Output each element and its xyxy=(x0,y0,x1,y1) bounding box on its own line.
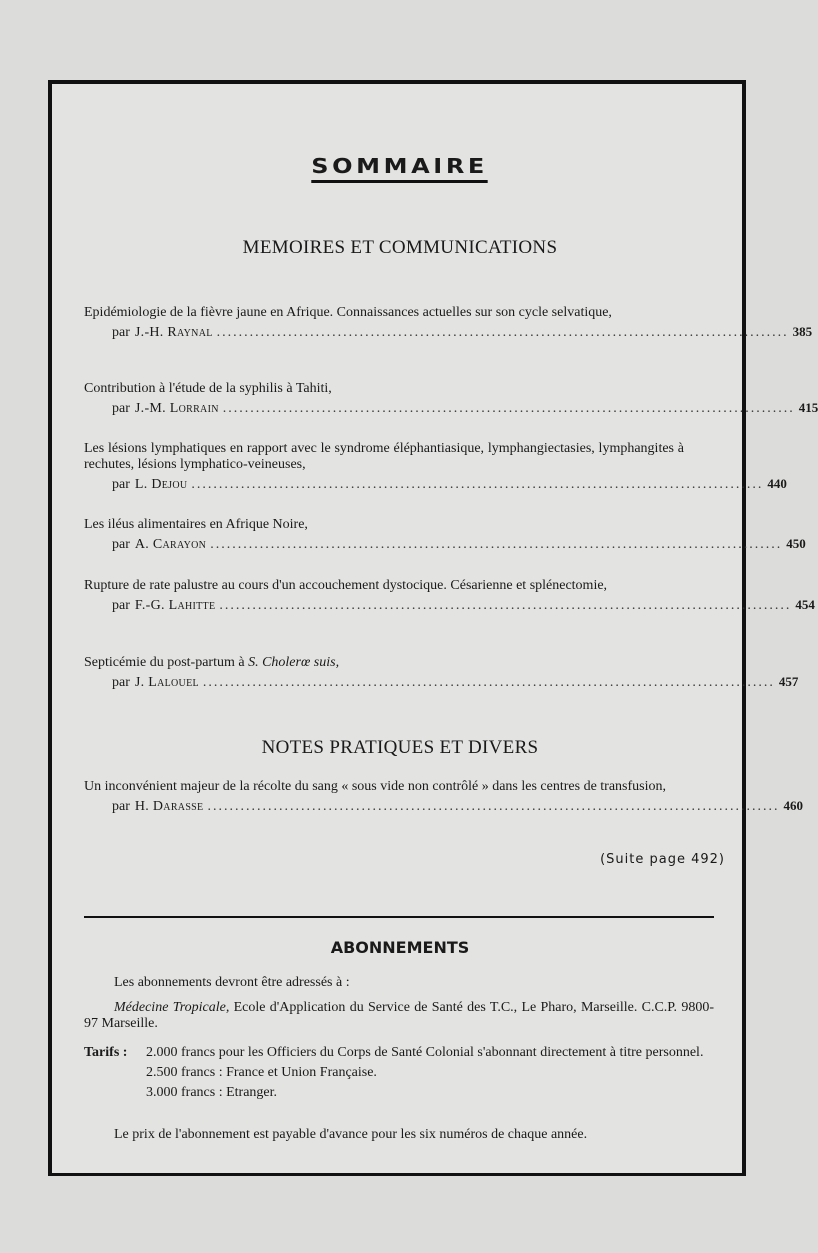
entry-page: 457 xyxy=(778,674,799,689)
entry-author: L. Dejou xyxy=(134,477,188,492)
toc-entry xyxy=(84,305,813,341)
tarifs-label: Tarifs : xyxy=(84,1045,128,1060)
toc-entry xyxy=(84,655,799,691)
entry-par: par xyxy=(112,675,130,690)
payment-note xyxy=(84,1127,714,1143)
divider xyxy=(84,916,714,918)
entry-page: 450 xyxy=(786,536,806,551)
payment-text: Le prix de l'abonnement est payable d'avance pour les six numéros de chaque année. xyxy=(114,1127,588,1142)
abonnements-intro xyxy=(84,975,714,991)
entry-page: 454 xyxy=(795,597,815,612)
section-memoires: MEMOIRES ET COMMUNICATIONS xyxy=(242,237,558,258)
entry-title-text: Septicémie du post-partum à xyxy=(84,655,249,670)
entry-author: H. Darasse xyxy=(134,799,204,814)
entry-par: par xyxy=(112,325,130,340)
suite-note: (Suite page 492) xyxy=(600,852,725,867)
section-notes: NOTES PRATIQUES ET DIVERS xyxy=(261,737,539,758)
dot-leader: ........................................................................................................ xyxy=(207,799,780,814)
entry-par: par xyxy=(112,401,130,416)
entry-title: Epidémiologie de la fièvre jaune en Afrique. Connaissances actuelles sur son cycle selvatique, xyxy=(84,305,612,320)
entry-par: par xyxy=(112,799,130,814)
entry-author: F.-G. Lahitte xyxy=(134,598,216,613)
entry-author: J. Lalouel xyxy=(134,675,199,690)
entry-title: Rupture de rate palustre au cours d'un accouchement dystocique. Césarienne et splénectomie, xyxy=(84,578,608,593)
journal-name: Médecine Tropicale, xyxy=(114,1000,230,1015)
toc-entry xyxy=(84,381,818,417)
toc-entry xyxy=(84,779,803,815)
entry-author: J.-M. Lorrain xyxy=(134,401,219,416)
tarifs-block xyxy=(84,1045,714,1101)
abonnements-address xyxy=(84,1000,714,1032)
toc-entry xyxy=(84,578,815,614)
tarif-item: 2.000 francs pour les Officiers du Corps de Santé Colonial s'abonnant directement à titre personnel. xyxy=(146,1045,704,1060)
entry-page: 415 xyxy=(798,400,818,415)
toc-entry xyxy=(84,441,787,493)
entry-title: Les lésions lymphatiques en rapport avec le syndrome éléphantiasique, lymphangiectasies, lymphangites à rechutes, lésions lymphatico-veineuses, xyxy=(84,441,684,472)
entry-par: par xyxy=(112,477,130,492)
entry-title: Contribution à l'étude de la syphilis à Tahiti, xyxy=(84,381,332,396)
entry-author: J.-H. Raynal xyxy=(134,325,213,340)
dot-leader: ........................................................................................................ xyxy=(210,537,783,552)
dot-leader: ........................................................................................................ xyxy=(191,477,764,492)
abonnements-intro-text: Les abonnements devront être adressés à : xyxy=(114,975,350,990)
entry-page: 460 xyxy=(783,798,803,813)
tarif-item: 2.500 francs : France et Union Française. xyxy=(146,1065,377,1080)
entry-page: 440 xyxy=(767,476,787,491)
address-text: Ecole d'Application du Service de Santé des T.C., Le Pharo, Marseille. C.C.P. 9800-97 Marseille. xyxy=(84,1000,714,1031)
dot-leader: ........................................................................................................ xyxy=(216,325,789,340)
entry-page: 385 xyxy=(792,324,813,339)
dot-leader: ........................................................................................................ xyxy=(202,675,775,690)
entry-par: par xyxy=(112,537,130,552)
entry-title: Un inconvénient majeur de la récolte du sang « sous vide non contrôlé » dans les centres de transfusion, xyxy=(84,779,667,794)
entry-title xyxy=(84,655,684,671)
entry-par: par xyxy=(112,598,130,613)
dot-leader: ........................................................................................................ xyxy=(219,598,792,613)
toc-entry xyxy=(84,517,806,553)
dot-leader: ........................................................................................................ xyxy=(222,401,795,416)
abonnements-heading: ABONNEMENTS xyxy=(330,938,470,957)
tarif-item: 3.000 francs : Etranger. xyxy=(146,1085,278,1100)
entry-title: Les iléus alimentaires en Afrique Noire, xyxy=(84,517,308,532)
sommaire-heading: SOMMAIRE xyxy=(0,154,800,183)
entry-title-italic: S. Cholerœ suis, xyxy=(248,655,340,670)
entry-author: A. Carayon xyxy=(134,537,207,552)
